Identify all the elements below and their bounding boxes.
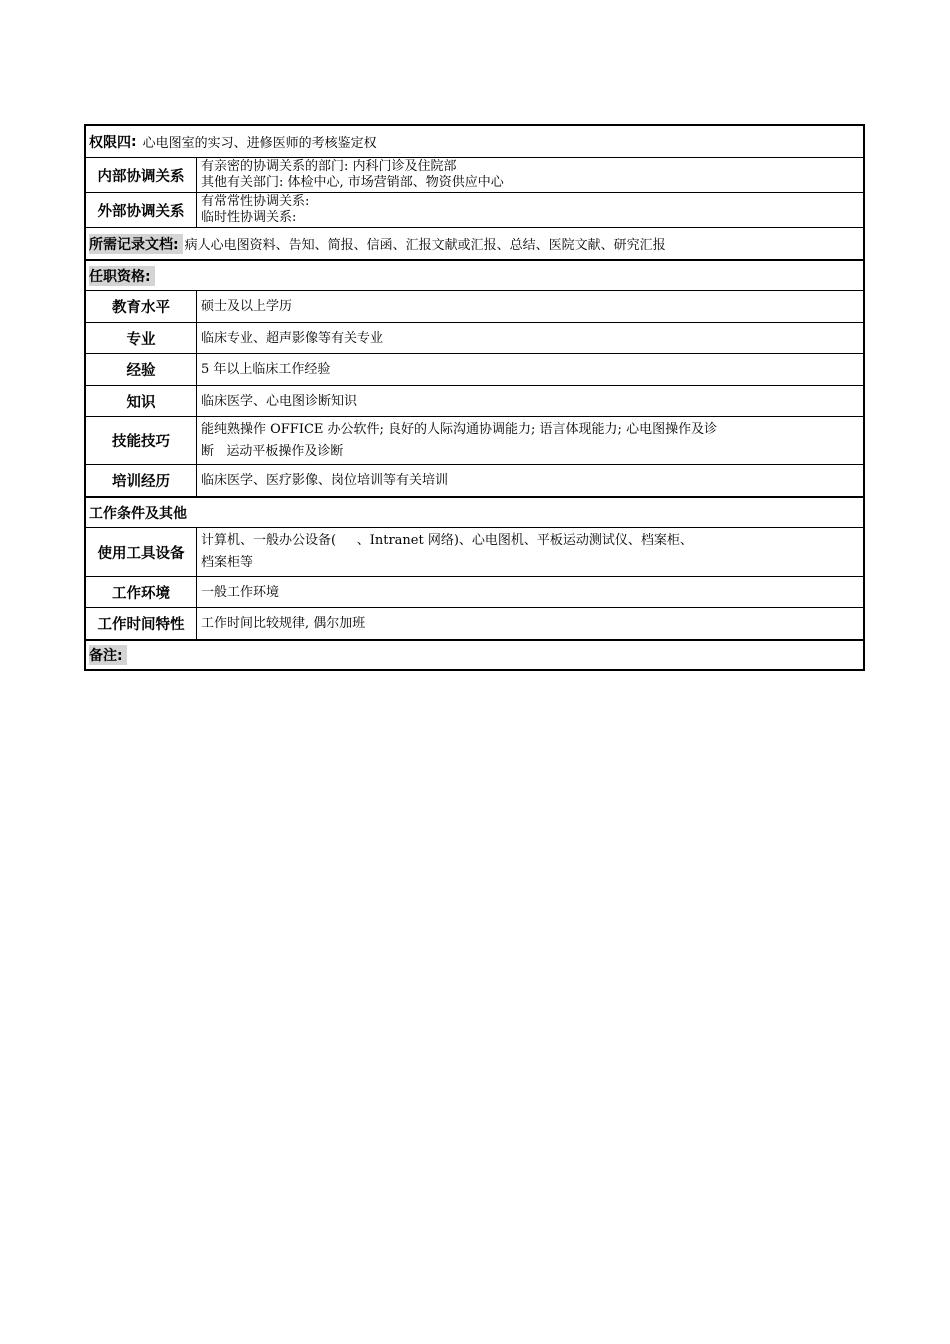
qualification-row-experience [86,353,863,385]
environment-value: 一般工作环境 [201,584,280,600]
job-description-table [84,124,865,671]
experience-value: 5 年以上临床工作经验 [201,362,331,377]
internal-relations-line-2: 其他有关部门: 体检中心, 市场营销部、物资供应中心 [201,175,504,190]
authority-separator: : [131,133,137,150]
knowledge-label: 知识 [86,386,197,416]
condition-row-tools [86,527,863,576]
training-label: 培训经历 [86,465,197,496]
conditions-header-row [86,496,863,527]
external-relations-line-2: 临时性协调关系: [201,210,297,225]
condition-row-environment [86,576,863,607]
internal-relations-label: 内部协调关系 [86,158,197,192]
work-hours-value: 工作时间比较规律, 偶尔加班 [201,616,366,631]
environment-label: 工作环境 [86,577,197,607]
internal-relations-line-1: 有亲密的协调关系的部门: 内科门诊及住院部 [201,159,457,174]
tools-value-line-1: 计算机、一般办公设备( 、Intranet 网络)、心电图机、平板运动测试仪、档案柜、 [201,533,693,548]
internal-relations-row [86,157,863,192]
tools-label: 使用工具设备 [86,528,197,576]
education-label: 教育水平 [86,291,197,322]
qualification-row-education [86,290,863,322]
qualifications-header-row [86,259,863,290]
external-relations-line-1: 有常常性协调关系: [201,194,310,209]
tools-value-line-2: 档案柜等 [201,555,254,570]
qualification-row-skills [86,416,863,464]
major-label: 专业 [86,323,197,353]
skills-label: 技能技巧 [86,417,197,464]
experience-label: 经验 [86,354,197,385]
records-label: 所需记录文档: [89,234,183,254]
qualification-row-major [86,322,863,353]
records-row [86,227,863,259]
external-relations-label: 外部协调关系 [86,193,197,227]
qualifications-header: 任职资格: [89,266,155,286]
condition-row-work-hours [86,607,863,639]
authority-label: 权限四 [89,134,131,151]
skills-value-line-1: 能纯熟操作 OFFICE 办公软件; 良好的人际沟通协调能力; 语言体现能力; 心电图操作及诊 [201,421,718,437]
education-value: 硕士及以上学历 [201,299,293,314]
qualification-row-knowledge [86,385,863,416]
training-value: 临床医学、医疗影像、岗位培训等有关培训 [201,473,449,488]
major-value: 临床专业、超声影像等有关专业 [201,330,384,346]
authority-row [86,126,863,157]
notes-label: 备注: [89,645,127,665]
authority-text: 心电图室的实习、进修医师的考核鉴定权 [142,136,377,151]
skills-value-line-2: 断 运动平板操作及诊断 [201,443,344,459]
external-relations-row [86,192,863,227]
records-text: 病人心电图资料、告知、简报、信函、汇报文献或汇报、总结、医院文献、研究汇报 [184,238,666,253]
conditions-header: 工作条件及其他 [89,505,187,522]
knowledge-value: 临床医学、心电图诊断知识 [201,393,358,409]
qualification-row-training [86,464,863,496]
work-hours-label: 工作时间特性 [86,608,197,639]
notes-row [86,639,863,669]
